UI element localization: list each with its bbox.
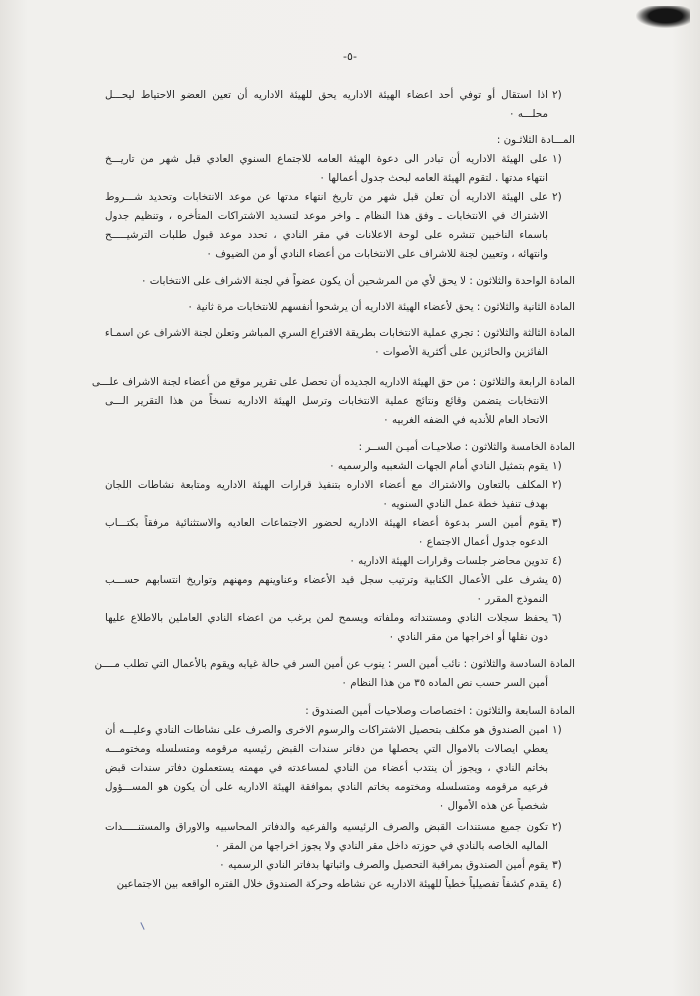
item-number: ١ ) [552,723,574,737]
text-line: الماليه الخاصه بالنادي في حوزته داخل مقر النادي ولا يجوز اخراجها من المقر ٠ [214,840,548,852]
text-line: اذا استقال أو توفي أحد اعضاء الهيئة الاداريه يحق للهيئة الاداريه أن تعين العضو الاحتياط ليحـــل [105,89,548,101]
text-line: على الهيئة الاداريه أن تعلن قبل شهر من تاريخ انتهاء مدتها عن موعد الانتخابات وتحديد شـــروط [105,191,548,203]
text-line: يعطي ايصالات بالاموال التي يحصلها من دفاتر سندات القبض رئيسيه مرقومه ومتسلسله ومختومـــه [105,743,548,755]
text-line: فرعيه مرقومه ومتسلسله ومختومه بخاتم النادي بموافقة الهيئة الاداريه على أن يكون هو المســـؤول [105,781,548,793]
text-line: باسماء الناخبين تنشره على لوحة الاعلانات في مقر النادي ، تحدد موعد قبول طلبات الترشيـــــح [105,229,548,241]
text-line: انتهاء مدتها . لتقوم الهيئة العامه لبحث جدول أعمالها ٠ [319,172,548,184]
text-line: الدعوه جدول أعمال الاجتماع ٠ [417,536,548,548]
item-number: ٤ ) [552,554,574,568]
text-line: يقوم بتمثيل النادي أمام الجهات الشعبيه والرسميه ٠ [329,460,548,472]
text-line: المادة السادسة والثلاثون : نائب أمين السر : ينوب عن أمين السر في حالة غيابه ويقوم بالأعمال التي تطلب مــــن [94,658,575,670]
text-line: دون نقلها أو اخراجها من مقر النادي ٠ [388,631,548,643]
text-line: المـــادة الثلاثـون : [496,134,575,146]
text-line: تكون جميع مستندات القبض والصرف الرئيسيه والفرعيه والدفاتر المحاسبيه والاوراق والمستنـــــدات [105,821,548,833]
text-line: يقدم كشفاً تفصيلياً خطياً للهيئة الاداريه عن نشاطه وحركة الصندوق خلال الفتره الواقعه بين الاجتماعين [116,878,548,890]
text-line: تدوين محاضر جلسات وقرارات الهيئة الاداريه ٠ [349,555,548,567]
text-line: يقوم أمين السر بدعوة أعضاء الهيئة الاداريه لحضور الاجتماعات العاديه والاستثنائية مرفقاً بكتـــاب [105,517,548,529]
text-line: الاشتراك في الانتخابات ـ وفق هذا النظام ـ واخر موعد لتسديد الاشتراكات المتأخره ، وتنظيم جدول [105,210,548,222]
item-number: ١ ) [552,459,574,473]
text-line: المادة الثانية والثلاثون : يحق لأعضاء الهيئة الاداريه أن يرشحوا أنفسهم للانتخابات مرة ثانية ٠ [187,301,575,313]
item-number: ٦ ) [552,611,574,625]
text-line: بخاتم النادي ، ويجوز أن ينتدب أعضاء من النادي لمساعدته في مهمته يستعملون دفاتر سندات قبض [105,762,548,774]
text-line: شخصياً عن هذه الأموال ٠ [438,800,548,812]
text-line: الاتحاد العام للأنديه في الضفه الغربيه ٠ [383,414,548,426]
text-line: يقوم أمين الصندوق بمراقبة التحصيل والصرف واثباتها بدفاتر النادي الرسميه ٠ [219,859,548,871]
text-line: المادة الواحدة والثلاثون : لا يحق لأي من المرشحين أن يكون عضواً في لجنة الاشراف على الانتخابات ٠ [140,275,575,287]
text-line: على الهيئة الاداريه أن تبادر الى دعوة الهيئة العامه للاجتماع السنوي العادي قبل شهر من تاريـــخ [105,153,548,165]
item-number: ٣ ) [552,516,574,530]
text-line: المادة السابعة والثلاثون : اختصاصات وصلاحيات أمين الصندوق : [305,705,575,717]
text-line: يحفظ سجلات النادي ومستنداته وملفاته ويسمح لمن يرغب من اعضاء النادي العاملين بالاطلاع عليها [105,612,548,624]
text-line: أمين السر حسب نص الماده ٣٥ من هذا النظام ٠ [341,677,548,689]
text-line: محلـــه ٠ [509,108,548,120]
text-line: الانتخابات يتضمن وقائع ونتائج عملية الانتخابات وترسل الهيئة الاداريه نسخاً من هذا التقرير الـــى [105,395,548,407]
item-number: ٣ ) [552,858,574,872]
item-number: ٤ ) [552,877,574,891]
ink-smudge [636,6,690,28]
item-number: ٥ ) [552,573,574,587]
text-line: المكلف بالتعاون والاشتراك مع أعضاء الاداره بتنفيذ قرارات الهيئة الاداريه ومتابعة نشاطات اللجان [105,479,548,491]
text-line: المادة الثالثة والثلاثون : تجري عملية الانتخابات بطريقة الاقتراع السري المباشر وتعلن لجنة الاشراف عن اسمـاء [104,327,575,339]
item-number: ٢ ) [552,820,574,834]
text-line: يشرف على الأعمال الكتابية وترتيب سجل قيد الأعضاء وعناوينهم ومهنهم وتواريخ انتسابهم حســـب [105,574,548,586]
text-line: امين الصندوق هو مكلف بتحصيل الاشتراكات والرسوم الاخرى والصرف على نشاطات النادي وعليـــه أن [105,724,548,736]
text-line: وانتهائه ، وتعيين لجنة للاشراف على الانتخابات من أعضاء النادي أو من الضيوف ٠ [206,248,548,260]
text-line: الفائزين والحائزين على أكثرية الأصوات ٠ [374,346,548,358]
text-line: بهدف تنفيذ خطة عمل النادي السنويه ٠ [382,498,548,510]
item-number: ٢ ) [552,190,574,204]
item-number: ١ ) [552,152,574,166]
text-line: المادة الرابعة والثلاثون : من حق الهيئة الاداريه الجديده أن تحصل على تقرير موقع من أعضاء لجنة الاشراف علـــى [91,376,575,388]
item-number: ٢ ) [552,88,574,102]
text-line: النموذج المقرر ٠ [476,593,548,605]
text-line: المادة الخامسة والثلاثون : صلاحيـات أميـن الســر : [358,441,575,453]
page-number: -٥- [343,50,357,63]
item-number: ٢ ) [552,478,574,492]
